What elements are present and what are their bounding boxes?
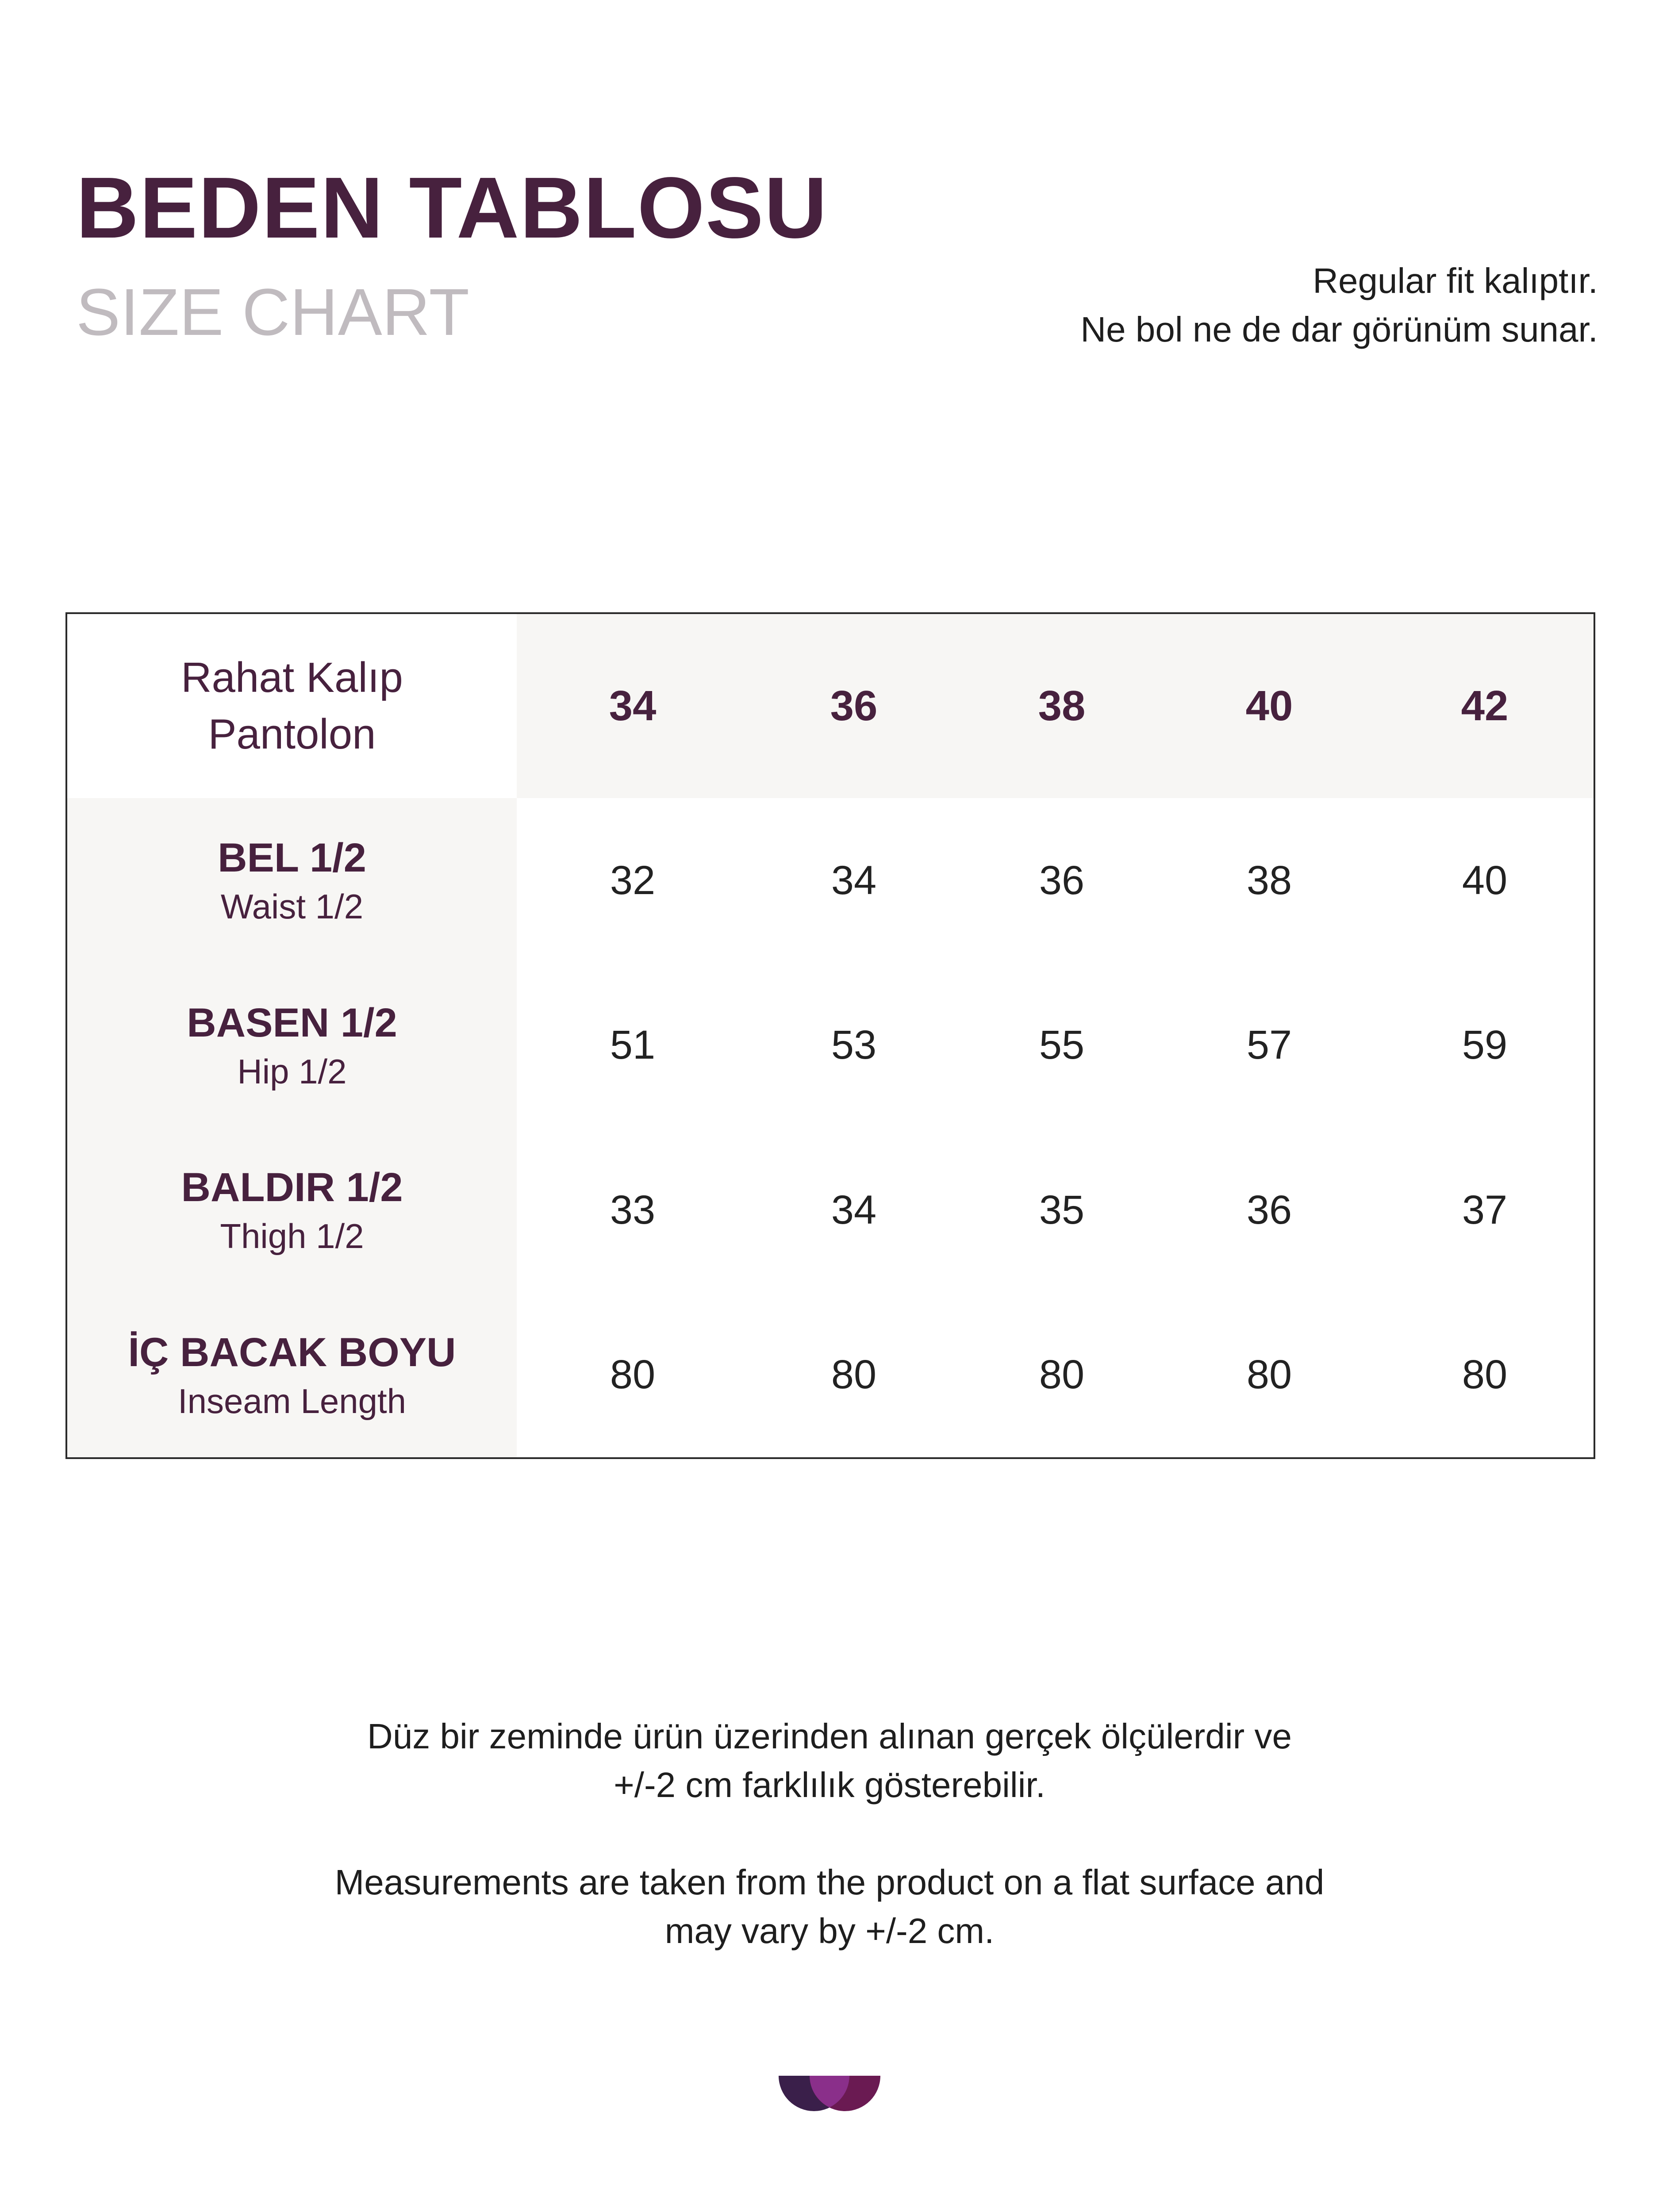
row-label-en: Hip 1/2	[237, 1052, 347, 1091]
page-subtitle: SIZE CHART	[76, 275, 470, 349]
row-label-en: Waist 1/2	[220, 887, 364, 926]
row-label-tr: BALDIR 1/2	[181, 1165, 403, 1210]
table-cell: 59	[1462, 1022, 1508, 1068]
size-header-38: 38	[1038, 682, 1086, 730]
row-label-thigh	[67, 1128, 517, 1293]
table-cell: 55	[1039, 1022, 1085, 1068]
table-cell: 80	[1039, 1352, 1085, 1398]
brand-logo-icon	[779, 2076, 880, 2111]
table-cell: 80	[831, 1352, 877, 1398]
row-label-tr: İÇ BACAK BOYU	[128, 1329, 456, 1375]
table-cell: 37	[1462, 1187, 1508, 1233]
row-label-tr: BEL 1/2	[218, 835, 366, 881]
measurement-note-line: Düz bir zeminde ürün üzerinden alınan gerçek ölçülerdir ve	[367, 1717, 1292, 1756]
row-label-hip	[67, 963, 517, 1128]
fit-note	[1080, 257, 1598, 354]
measurement-note-en	[0, 1858, 1659, 1955]
table-row	[517, 1128, 1595, 1293]
table-cell: 36	[1039, 857, 1085, 903]
table-cell: 34	[831, 857, 877, 903]
table-row	[517, 963, 1595, 1128]
table-cell: 53	[831, 1022, 877, 1068]
row-label-waist	[67, 798, 517, 963]
table-cell: 57	[1246, 1022, 1292, 1068]
measurement-values	[517, 798, 1595, 1457]
size-table	[65, 612, 1595, 1459]
measurement-note-line: Measurements are taken from the product on a flat surface and	[334, 1863, 1325, 1902]
table-cell: 36	[1246, 1187, 1292, 1233]
product-name-line: Pantolon	[208, 710, 376, 758]
table-cell: 38	[1246, 857, 1292, 903]
measurement-note-tr	[0, 1712, 1659, 1809]
table-cell: 35	[1039, 1187, 1085, 1233]
size-header-row	[517, 614, 1595, 798]
measurement-label-column	[67, 798, 517, 1457]
row-label-en: Thigh 1/2	[220, 1217, 364, 1256]
row-label-en: Inseam Length	[177, 1381, 407, 1421]
table-row	[517, 798, 1595, 963]
table-cell: 34	[831, 1187, 877, 1233]
product-name-line: Rahat Kalıp	[181, 654, 403, 701]
measurement-note-line: may vary by +/-2 cm.	[664, 1911, 995, 1951]
table-cell: 51	[610, 1022, 656, 1068]
table-row	[517, 1293, 1595, 1458]
table-cell: 80	[1462, 1352, 1508, 1398]
table-cell: 80	[1246, 1352, 1292, 1398]
size-header-36: 36	[830, 682, 878, 730]
fit-note-line: Ne bol ne de dar görünüm sunar.	[1080, 310, 1598, 349]
table-cell: 32	[610, 857, 656, 903]
size-header-40: 40	[1245, 682, 1293, 730]
measurement-note-line: +/-2 cm farklılık gösterebilir.	[614, 1765, 1045, 1805]
page-title: BEDEN TABLOSU	[76, 159, 828, 256]
table-cell: 80	[610, 1352, 656, 1398]
table-cell: 40	[1462, 857, 1508, 903]
table-cell: 33	[610, 1187, 656, 1233]
size-header-42: 42	[1461, 682, 1509, 730]
row-label-tr: BASEN 1/2	[187, 1000, 397, 1045]
size-header-34: 34	[609, 682, 657, 730]
fit-note-line: Regular fit kalıptır.	[1313, 261, 1598, 300]
row-label-inseam	[67, 1293, 517, 1458]
product-name-cell	[67, 614, 517, 798]
